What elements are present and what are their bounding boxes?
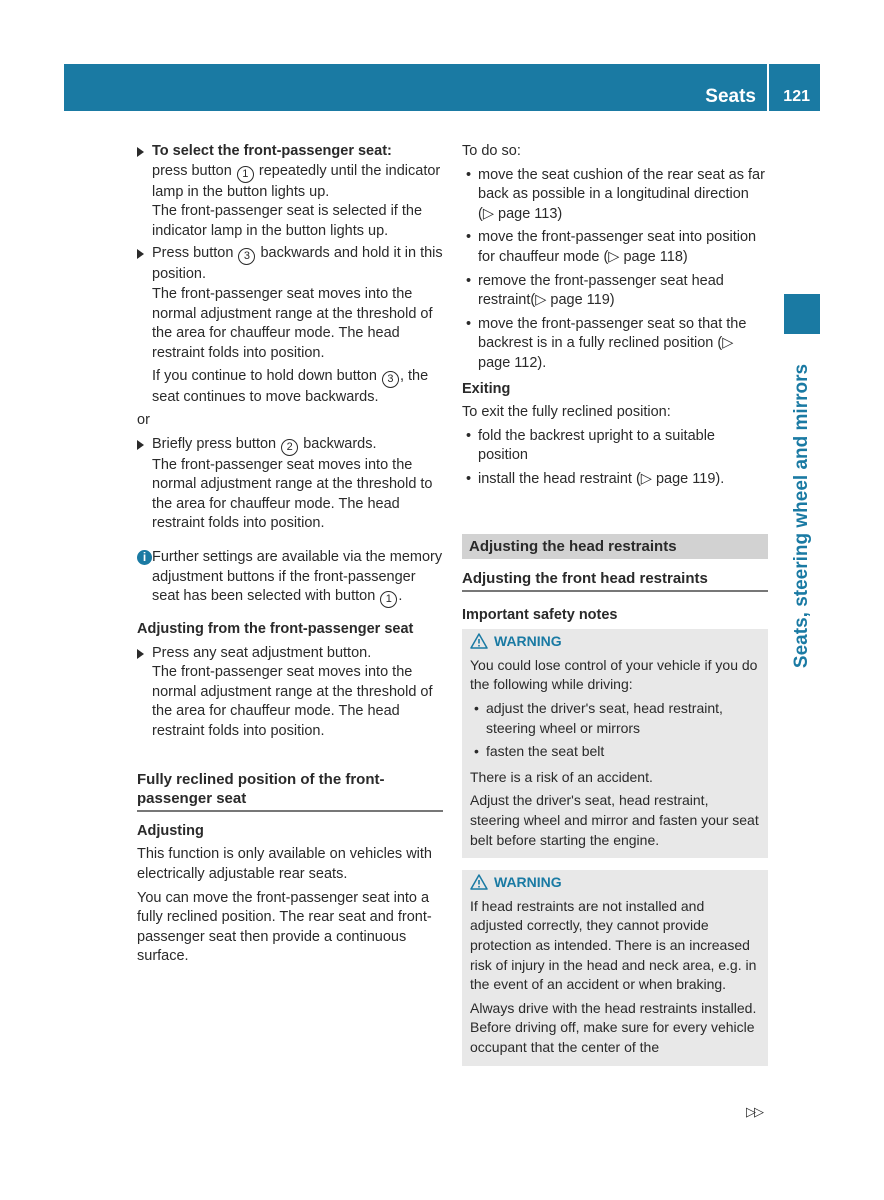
step-note-pre: If you continue to hold down button <box>152 368 377 385</box>
step-arrow-icon <box>137 147 144 157</box>
step-text-post: backwards and hold it in this position. <box>152 245 443 283</box>
step-text-post: backwards. <box>303 435 377 452</box>
step-briefly-press <box>137 435 443 534</box>
warning-triangle-icon <box>470 874 488 890</box>
step-press-button-3 <box>137 244 443 408</box>
paragraph: This function is only available on vehicles with electrically adjustable rear seats. <box>137 846 432 883</box>
warning-title-text: WARNING <box>494 633 562 650</box>
left-column <box>137 142 443 971</box>
page-number: 121 <box>783 88 810 106</box>
list-item: • move the seat cushion of the rear seat as far back as possible in a longitudinal direction (▷ page 113) <box>462 166 768 225</box>
button-number-icon: 3 <box>382 371 399 388</box>
step-arrow-icon <box>137 249 144 259</box>
button-number-icon: 1 <box>237 166 254 183</box>
step-note <box>152 367 443 408</box>
subheading-adjusting-from: Adjusting from the front-passenger seat <box>137 621 414 638</box>
step-text-pre: press button <box>152 162 232 179</box>
step-arrow-icon <box>137 649 144 659</box>
warning-triangle-icon <box>470 633 488 649</box>
section-heading-head-restraints: Adjusting the head restraints <box>462 534 768 560</box>
header-divider <box>767 64 769 111</box>
info-text-post: . <box>398 588 403 605</box>
step-result: The front-passenger seat is selected if the indicator lamp in the button lights up. <box>152 203 423 239</box>
step-press-any-button <box>137 644 443 742</box>
heading-fully-reclined: Fully reclined position of the front-passenger seat <box>137 770 443 812</box>
step-note-post: , the seat continues to move backwards. <box>152 368 429 406</box>
step-title: To select the front-passenger seat: <box>152 143 392 159</box>
side-tab-marker <box>784 294 820 334</box>
warning-title <box>470 873 760 893</box>
list-item: • move the front-passenger seat into position for chauffeur mode (▷ page 118) <box>462 228 768 267</box>
step-text: Press any seat adjustment button. <box>152 644 372 661</box>
list-item: • fold the backrest upright to a suitable position <box>462 427 768 466</box>
right-column <box>462 142 768 1078</box>
subheading-adjusting: Adjusting <box>137 822 204 839</box>
warning-list <box>470 699 760 762</box>
side-tab-label: Seats, steering wheel and mirrors <box>791 363 813 669</box>
step-select-front-passenger <box>137 142 443 241</box>
step-text-post: repeatedly until the indicator lamp in the button lights up. <box>152 162 441 200</box>
step-result: The front-passenger seat moves into the normal adjustment range at the threshold to the area for chauffeur mode. The head restraint folds into position. <box>152 456 433 532</box>
button-number-icon: 2 <box>281 439 298 456</box>
warning-box <box>462 870 768 1065</box>
step-arrow-icon <box>137 440 144 450</box>
warning-intro: You could lose control of your vehicle if you do the following while driving: <box>470 656 758 693</box>
step-text <box>152 244 443 285</box>
list-item: • move the front-passenger seat so that the backrest is in a fully reclined position (▷ page 112). <box>462 315 768 374</box>
step-result: The front-passenger seat moves into the normal adjustment range at the threshold of the area for chauffeur mode. The head restraint folds into position. <box>152 664 433 740</box>
info-note <box>137 548 443 608</box>
subheading-safety-notes: Important safety notes <box>462 606 618 623</box>
warning-title-text: WARNING <box>494 874 562 891</box>
step-text <box>152 435 443 456</box>
warning-text: Adjust the driver's seat, head restraint, steering wheel and mirror and fasten your seat belt before starting the engine. <box>470 792 759 848</box>
warning-text: Always drive with the head restraints installed. Before driving off, make sure for every vehicle occupant that the center of the <box>470 999 757 1055</box>
header-bar <box>64 64 820 111</box>
subheading-exiting: Exiting <box>462 380 511 397</box>
continue-arrows-icon: ▷▷ <box>746 1104 762 1119</box>
warning-box <box>462 629 768 858</box>
warning-text: If head restraints are not installed and adjusted correctly, they cannot provide protection as intended. There is an increased risk of injury in the head and neck area, e.g. in the event of an accident or when braking. <box>470 897 757 993</box>
exiting-intro: To exit the fully reclined position: <box>462 404 671 421</box>
todo-list <box>462 166 768 374</box>
exiting-list <box>462 427 768 490</box>
step-text <box>152 142 443 202</box>
step-result: The front-passenger seat moves into the normal adjustment range at the threshold of the area for chauffeur mode. The head restraint folds into position. <box>152 285 433 361</box>
list-item: • install the head restraint (▷ page 119). <box>462 470 768 490</box>
list-item: • fasten the seat belt <box>470 742 760 762</box>
button-number-icon: 1 <box>380 591 397 608</box>
info-text-pre: Further settings are available via the memory adjustment buttons if the front-passenger seat has been selected with button <box>152 548 443 605</box>
list-item: • remove the front-passenger seat head restraint(▷ page 119) <box>462 272 768 311</box>
section-title: Seats <box>705 86 756 108</box>
warning-text: There is a risk of an accident. <box>470 768 653 785</box>
paragraph: You can move the front-passenger seat into a fully reclined position. The rear seat and front-passenger seat then provide a continuous surface. <box>137 889 432 965</box>
info-icon: i <box>137 550 152 565</box>
step-text-pre: Press button <box>152 245 234 262</box>
step-text-pre: Briefly press button <box>152 435 277 452</box>
or-text: or <box>137 411 150 428</box>
todo-intro: To do so: <box>462 143 521 159</box>
warning-title <box>470 632 760 652</box>
subheading-front-head-restraints: Adjusting the front head restraints <box>462 569 768 592</box>
list-item: • adjust the driver's seat, head restraint, steering wheel or mirrors <box>470 699 760 738</box>
button-number-icon: 3 <box>238 248 255 265</box>
